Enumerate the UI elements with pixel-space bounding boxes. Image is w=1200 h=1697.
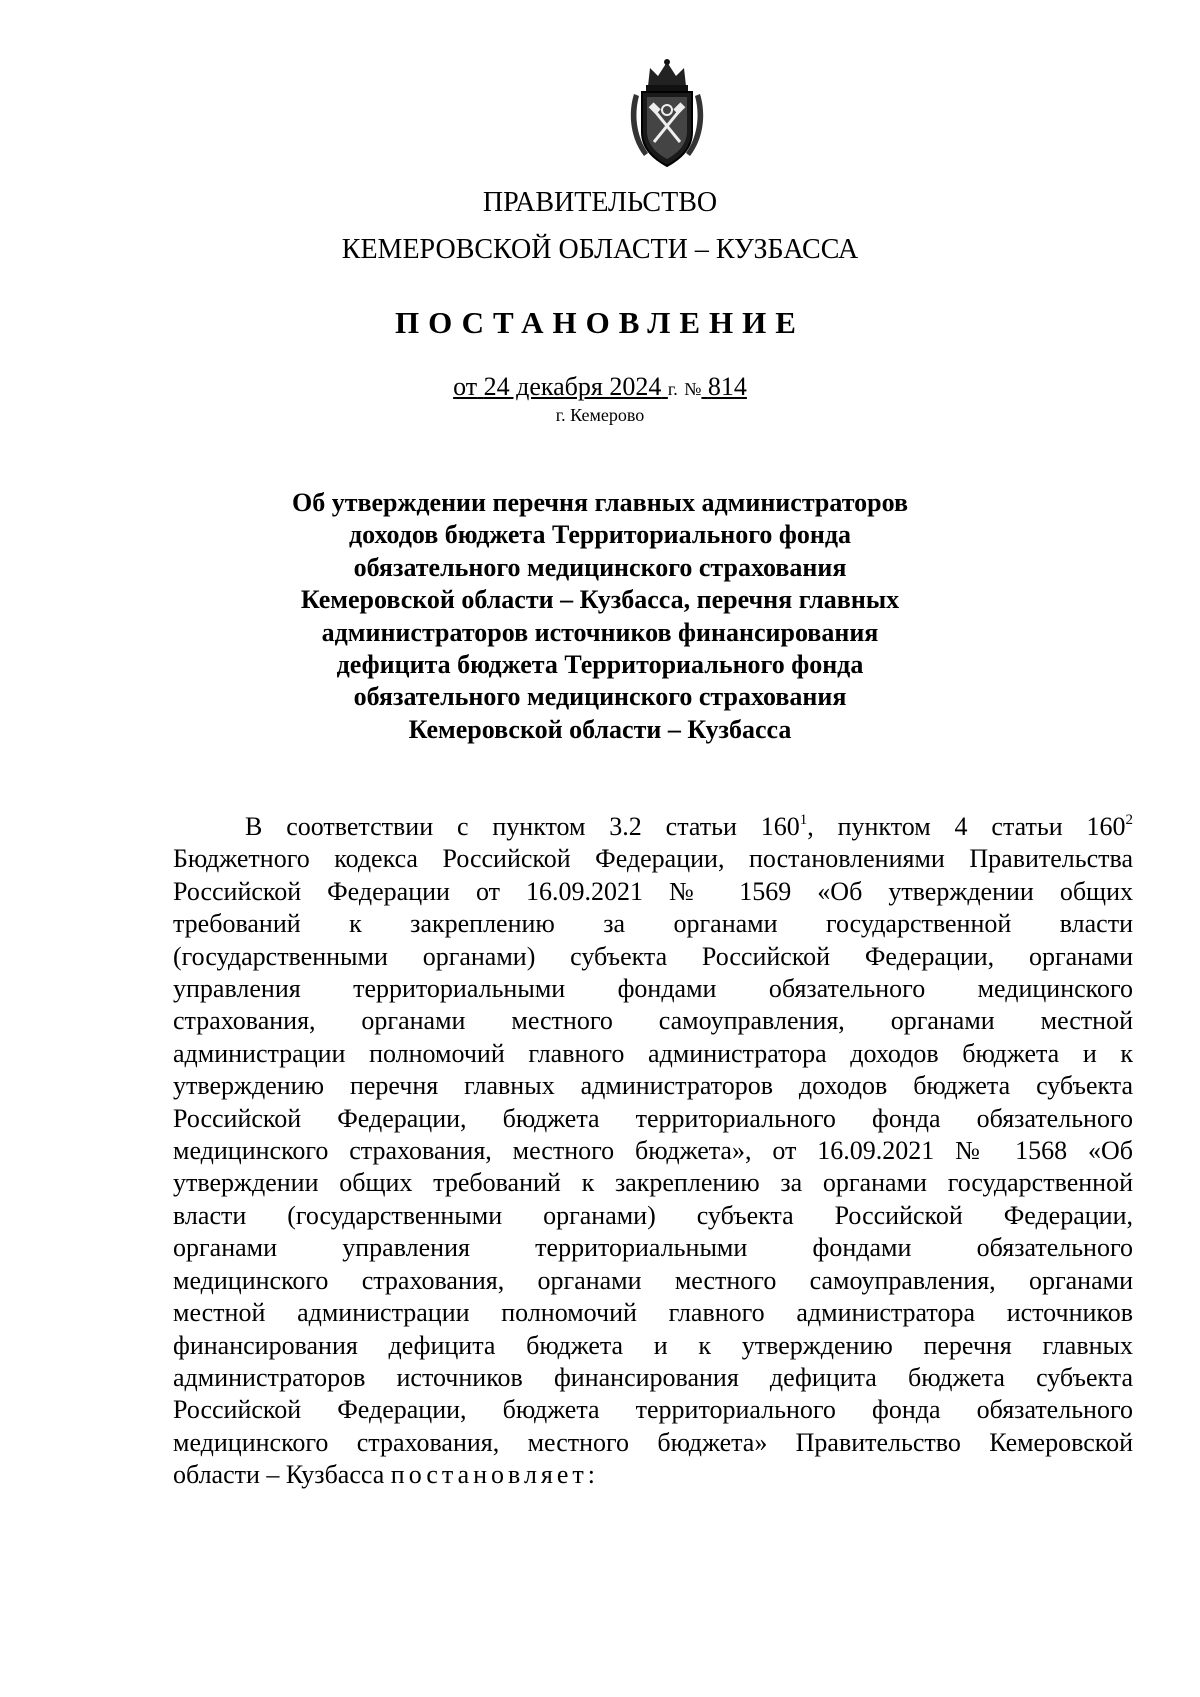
body-line: власти (государственными органами) субъекта Российской Федерации, bbox=[173, 1200, 1133, 1230]
body-line: управления территориальными фондами обязательного медицинского bbox=[173, 974, 1133, 1004]
body-line: медицинского страхования, органами местного самоуправления, органами bbox=[173, 1265, 1133, 1295]
coat-of-arms-icon bbox=[626, 58, 708, 170]
title-line: Кемеровской области – Кузбасса, перечня главных bbox=[300, 585, 900, 615]
city-name: г. Кемерово bbox=[555, 405, 645, 425]
body-line: (государственными органами) субъекта Российской Федерации, органами bbox=[173, 941, 1133, 971]
number-sign: № bbox=[684, 379, 702, 399]
body-line: утверждению перечня главных администраторов доходов бюджета субъекта bbox=[173, 1071, 1133, 1101]
document-title bbox=[190, 487, 1010, 746]
date-prefix: от bbox=[453, 372, 478, 401]
body-line: области – Кузбасса постановляет: bbox=[173, 1460, 600, 1490]
government-name-line-1: ПРАВИТЕЛЬСТВО bbox=[482, 187, 718, 218]
document-number: 814 bbox=[707, 372, 747, 401]
body-line: требований к закреплению за органами государственной власти bbox=[173, 909, 1133, 939]
superscript: 2 bbox=[1125, 812, 1133, 828]
body-line: администрации полномочий главного администратора доходов бюджета и к bbox=[173, 1038, 1133, 1068]
body-paragraph bbox=[173, 811, 1133, 1492]
body-line: администраторов источников финансирования дефицита бюджета субъекта bbox=[173, 1362, 1133, 1392]
body-line: Российской Федерации, бюджета территориального фонда обязательного bbox=[173, 1103, 1133, 1133]
document-date: 24 декабря 2024 bbox=[483, 372, 662, 401]
body-line: Российской Федерации от 16.09.2021 № 1569 «Об утверждении общих bbox=[173, 876, 1133, 906]
document-type-heading: ПОСТАНОВЛЕНИЕ bbox=[395, 305, 805, 340]
body-line: Российской Федерации, бюджета территориального фонда обязательного bbox=[173, 1395, 1133, 1425]
title-line: обязательного медицинского страхования bbox=[353, 552, 847, 582]
body-line: страхования, органами местного самоуправления, органами местной bbox=[173, 1006, 1133, 1036]
body-line: медицинского страхования, местного бюджета» Правительство Кемеровской bbox=[173, 1427, 1133, 1457]
body-line: утверждении общих требований к закреплению за органами государственной bbox=[173, 1168, 1133, 1198]
title-line: администраторов источников финансирования bbox=[321, 617, 879, 647]
title-line: дефицита бюджета Территориального фонда bbox=[336, 650, 864, 680]
year-suffix: г. bbox=[667, 379, 678, 399]
body-line: органами управления территориальными фондами обязательного bbox=[173, 1233, 1133, 1263]
body-line: медицинского страхования, местного бюджета», от 16.09.2021 № 1568 «Об bbox=[173, 1136, 1133, 1166]
title-line: обязательного медицинского страхования bbox=[353, 682, 847, 712]
body-line: местной администрации полномочий главного администратора источников bbox=[173, 1298, 1133, 1328]
resolution-verb: постановляет: bbox=[390, 1460, 600, 1490]
government-name-line-2: КЕМЕРОВСКОЙ ОБЛАСТИ – КУЗБАССА bbox=[341, 234, 859, 265]
body-line: Бюджетного кодекса Российской Федерации, постановлениями Правительства bbox=[173, 844, 1133, 874]
title-line: Кемеровской области – Кузбасса bbox=[408, 714, 792, 744]
body-line: В соответствии с пунктом 3.2 статьи $160^1$, пунктом 4 статьи $160^2$ bbox=[245, 812, 1133, 841]
title-line: доходов бюджета Территориального фонда bbox=[349, 520, 851, 550]
title-line: Об утверждении перечня главных администраторов bbox=[291, 488, 908, 517]
date-number-line bbox=[0, 372, 1200, 404]
body-line: финансирования дефицита бюджета и к утверждению перечня главных bbox=[173, 1330, 1133, 1360]
superscript: 1 bbox=[799, 812, 808, 828]
